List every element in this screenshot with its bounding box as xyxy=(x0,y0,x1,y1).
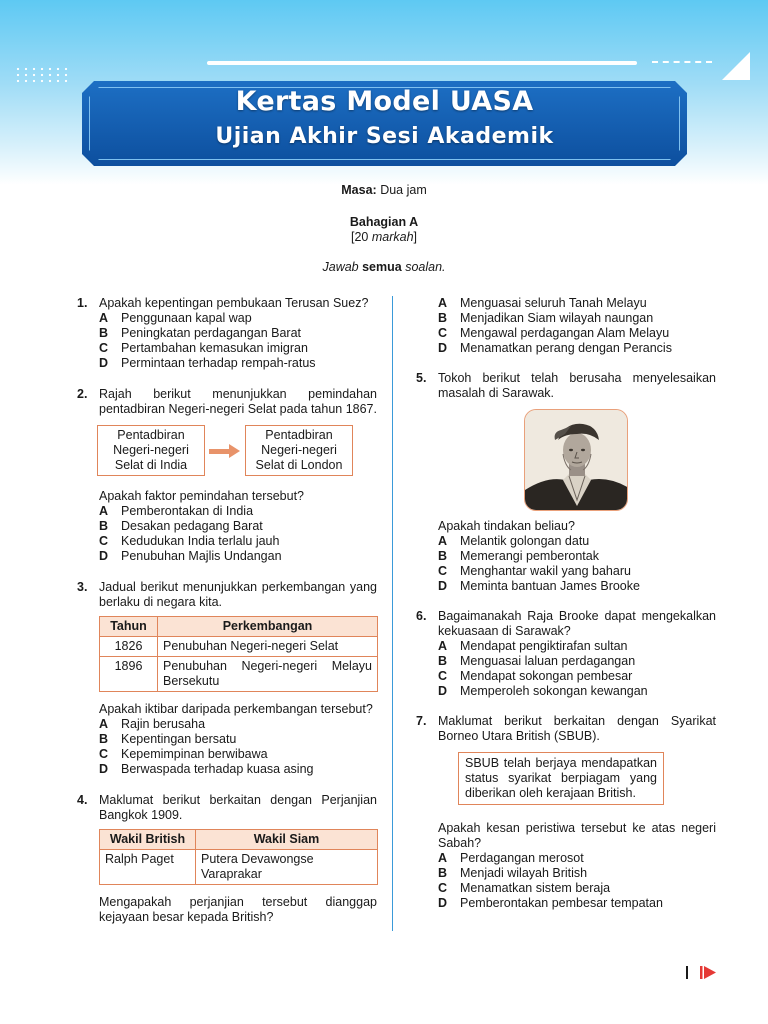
option-text: Rajin berusaha xyxy=(121,717,206,731)
option-letter: B xyxy=(99,732,109,746)
question-4 xyxy=(77,793,377,925)
question-prompt: Apakah tindakan beliau? xyxy=(438,519,575,533)
question-1 xyxy=(77,296,377,371)
option-c[interactable] xyxy=(77,534,377,549)
option-text: Pertambahan kemasukan imigran xyxy=(121,341,308,355)
section-title: Bahagian A xyxy=(349,215,419,229)
option-text: Pemberontakan di India xyxy=(121,504,254,518)
option-text: Mengawal perdagangan Alam Melayu xyxy=(460,326,670,340)
option-b[interactable] xyxy=(416,654,716,669)
option-c[interactable] xyxy=(416,326,716,341)
duration-value: Dua jam xyxy=(380,183,427,197)
option-letter: A xyxy=(438,534,448,548)
option-letter: A xyxy=(438,639,448,653)
question-prompt: Apakah kesan peristiwa tersebut ke atas negeri Sabah? xyxy=(438,821,716,850)
table-header: Wakil Siam xyxy=(196,830,378,850)
option-text: Menjadi wilayah British xyxy=(460,866,588,880)
option-letter: D xyxy=(438,579,448,593)
option-text: Memerangi pemberontak xyxy=(460,549,599,563)
flow-box-to xyxy=(245,425,353,476)
option-d[interactable] xyxy=(416,341,716,356)
option-letter: D xyxy=(438,896,448,910)
question-prompt: Apakah faktor pemindahan tersebut? xyxy=(99,489,304,503)
table-header-row xyxy=(100,830,378,850)
option-text: Memperoleh sokongan kewangan xyxy=(460,684,648,698)
option-letter: A xyxy=(99,504,109,518)
exam-duration xyxy=(0,183,768,197)
instruction-part-1: Jawab xyxy=(322,260,363,274)
question-number: 4. xyxy=(77,793,88,807)
development-table xyxy=(99,616,378,692)
option-letter: D xyxy=(99,549,109,563)
question-number: 3. xyxy=(77,580,88,594)
question-number: 6. xyxy=(416,609,427,623)
option-text: Menguasai seluruh Tanah Melayu xyxy=(460,296,647,310)
table-cell: 1826 xyxy=(100,637,158,657)
info-box: SBUB telah berjaya mendapatkan status syarikat berpiagam yang diberikan oleh kerajaan British. xyxy=(458,752,664,805)
option-text: Penggunaan kapal wap xyxy=(121,311,252,325)
option-letter: C xyxy=(99,341,109,355)
option-text: Pemberontakan pembesar tempatan xyxy=(460,896,663,910)
option-letter: D xyxy=(99,762,109,776)
option-d[interactable] xyxy=(77,549,377,564)
flow-box-from xyxy=(97,425,205,476)
header-decor-dots xyxy=(14,66,72,84)
question-prompt: Mengapakah perjanjian tersebut dianggap kejayaan besar kepada British? xyxy=(99,895,377,924)
question-text: Maklumat berikut berkaitan dengan Syarikat Borneo Utara British (SBUB). xyxy=(438,714,716,743)
option-text: Mendapat sokongan pembesar xyxy=(460,669,633,683)
table-cell: Ralph Paget xyxy=(100,850,196,885)
question-text: Apakah kepentingan pembukaan Terusan Suez? xyxy=(99,296,369,310)
option-letter: B xyxy=(438,654,448,668)
page-subtitle: Ujian Akhir Sesi Akademik xyxy=(215,124,554,149)
header-decor-triangle xyxy=(722,52,750,80)
option-letter: C xyxy=(99,534,109,548)
option-b[interactable] xyxy=(416,311,716,326)
table-header: Tahun xyxy=(100,617,158,637)
table-cell: 1896 xyxy=(100,657,158,692)
instruction-part-2: semua xyxy=(362,260,402,274)
table-cell: Penubuhan Negeri-negeri Selat xyxy=(158,637,378,657)
question-2 xyxy=(77,387,377,564)
duration-label: Masa: xyxy=(341,183,377,197)
option-d[interactable] xyxy=(416,579,716,594)
table-header: Wakil British xyxy=(100,830,196,850)
option-letter: A xyxy=(438,296,448,310)
option-text: Desakan pedagang Barat xyxy=(121,519,263,533)
flow-to-line: Negeri-negeri xyxy=(261,443,337,457)
option-letter: B xyxy=(99,326,109,340)
option-d[interactable] xyxy=(77,762,377,777)
option-text: Melantik golongan datu xyxy=(460,534,590,548)
page-title: Kertas Model UASA xyxy=(235,86,534,117)
option-text: Perdagangan merosot xyxy=(460,851,584,865)
page-marker xyxy=(686,966,688,979)
question-number: 2. xyxy=(77,387,88,401)
option-text: Kepentingan bersatu xyxy=(121,732,237,746)
question-7 xyxy=(416,714,716,911)
question-text: Rajah berikut menunjukkan pemindahan pentadbiran Negeri-negeri Selat pada tahun 1867. xyxy=(99,387,377,416)
option-b[interactable] xyxy=(77,519,377,534)
option-d[interactable] xyxy=(416,896,716,911)
option-letter: C xyxy=(438,564,448,578)
option-letter: D xyxy=(438,341,448,355)
flow-from-line: Selat di India xyxy=(114,458,188,472)
instruction xyxy=(0,260,768,274)
question-text: Bagaimanakah Raja Brooke dapat mengekalkan kekuasaan di Sarawak? xyxy=(438,609,716,638)
table-row xyxy=(100,657,378,692)
option-d[interactable] xyxy=(77,356,377,371)
question-number: 7. xyxy=(416,714,427,728)
question-4-options xyxy=(416,296,716,356)
portrait-image xyxy=(524,409,628,511)
question-3 xyxy=(77,580,377,777)
left-column xyxy=(77,296,377,925)
option-b[interactable] xyxy=(416,549,716,564)
option-text: Peningkatan perdagangan Barat xyxy=(121,326,302,340)
option-a[interactable] xyxy=(77,717,377,732)
option-a[interactable] xyxy=(77,504,377,519)
question-text: Tokoh berikut telah berusaha menyelesaikan masalah di Sarawak. xyxy=(438,371,716,400)
option-a[interactable] xyxy=(77,311,377,326)
table-header: Perkembangan xyxy=(158,617,378,637)
option-a[interactable] xyxy=(416,639,716,654)
header-decor-line xyxy=(207,61,637,65)
option-letter: C xyxy=(438,881,448,895)
question-text: Maklumat berikut berkaitan dengan Perjanjian Bangkok 1909. xyxy=(99,793,377,822)
flow-from-line: Negeri-negeri xyxy=(113,443,189,457)
option-letter: C xyxy=(99,747,109,761)
option-b[interactable] xyxy=(77,326,377,341)
option-text: Kepemimpinan berwibawa xyxy=(121,747,268,761)
question-5 xyxy=(416,371,716,594)
option-b[interactable] xyxy=(416,866,716,881)
option-letter: A xyxy=(99,311,109,325)
question-prompt: Apakah iktibar daripada perkembangan tersebut? xyxy=(99,702,373,716)
option-a[interactable] xyxy=(416,296,716,311)
marks-word: markah xyxy=(371,230,414,244)
table-row xyxy=(100,637,378,657)
section-marks xyxy=(0,230,768,244)
option-letter: D xyxy=(438,684,448,698)
marks-close: ] xyxy=(413,230,418,244)
table-row xyxy=(100,850,378,885)
option-c[interactable] xyxy=(416,564,716,579)
treaty-table xyxy=(99,829,378,885)
option-letter: A xyxy=(99,717,109,731)
option-c[interactable] xyxy=(416,881,716,896)
option-letter: C xyxy=(438,326,448,340)
instruction-part-3: soalan. xyxy=(401,260,446,274)
table-cell: Penubuhan Negeri-negeri Melayu Bersekutu xyxy=(158,657,378,692)
option-text: Menguasai laluan perdagangan xyxy=(460,654,636,668)
option-text: Menamatkan perang dengan Perancis xyxy=(460,341,672,355)
table-header-row xyxy=(100,617,378,637)
option-c[interactable] xyxy=(77,747,377,762)
option-text: Menjadikan Siam wilayah naungan xyxy=(460,311,654,325)
header-decor-dash xyxy=(652,61,712,63)
option-letter: C xyxy=(438,669,448,683)
next-page-arrow-icon[interactable] xyxy=(700,966,716,979)
option-c[interactable] xyxy=(77,341,377,356)
flow-to-line: Pentadbiran xyxy=(265,428,333,442)
option-d[interactable] xyxy=(416,684,716,699)
option-text: Mendapat pengiktirafan sultan xyxy=(460,639,628,653)
question-6 xyxy=(416,609,716,699)
option-c[interactable] xyxy=(416,669,716,684)
option-letter: B xyxy=(99,519,109,533)
question-text: Jadual berikut menunjukkan perkembangan yang berlaku di negara kita. xyxy=(99,580,377,609)
flow-from-line: Pentadbiran xyxy=(117,428,185,442)
option-letter: B xyxy=(438,311,448,325)
right-column xyxy=(416,296,716,911)
portrait-engraving xyxy=(525,410,628,511)
option-a[interactable] xyxy=(416,851,716,866)
option-text: Berwaspada terhadap kuasa asing xyxy=(121,762,314,776)
option-a[interactable] xyxy=(416,534,716,549)
option-b[interactable] xyxy=(77,732,377,747)
option-text: Permintaan terhadap rempah-ratus xyxy=(121,356,316,370)
marks-open: [20 xyxy=(350,230,372,244)
option-text: Kedudukan India terlalu jauh xyxy=(121,534,280,548)
option-text: Menamatkan sistem beraja xyxy=(460,881,611,895)
option-letter: A xyxy=(438,851,448,865)
column-divider xyxy=(392,296,393,931)
arrow-right-icon xyxy=(207,444,243,458)
flow-to-line: Selat di London xyxy=(255,458,343,472)
flow-diagram xyxy=(97,425,377,476)
option-letter: B xyxy=(438,866,448,880)
option-text: Penubuhan Majlis Undangan xyxy=(121,549,282,563)
question-number: 1. xyxy=(77,296,88,310)
option-letter: B xyxy=(438,549,448,563)
option-text: Meminta bantuan James Brooke xyxy=(460,579,640,593)
table-cell: Putera Devawongse Varaprakar xyxy=(196,850,378,885)
question-number: 5. xyxy=(416,371,427,385)
option-text: Menghantar wakil yang baharu xyxy=(460,564,631,578)
option-letter: D xyxy=(99,356,109,370)
